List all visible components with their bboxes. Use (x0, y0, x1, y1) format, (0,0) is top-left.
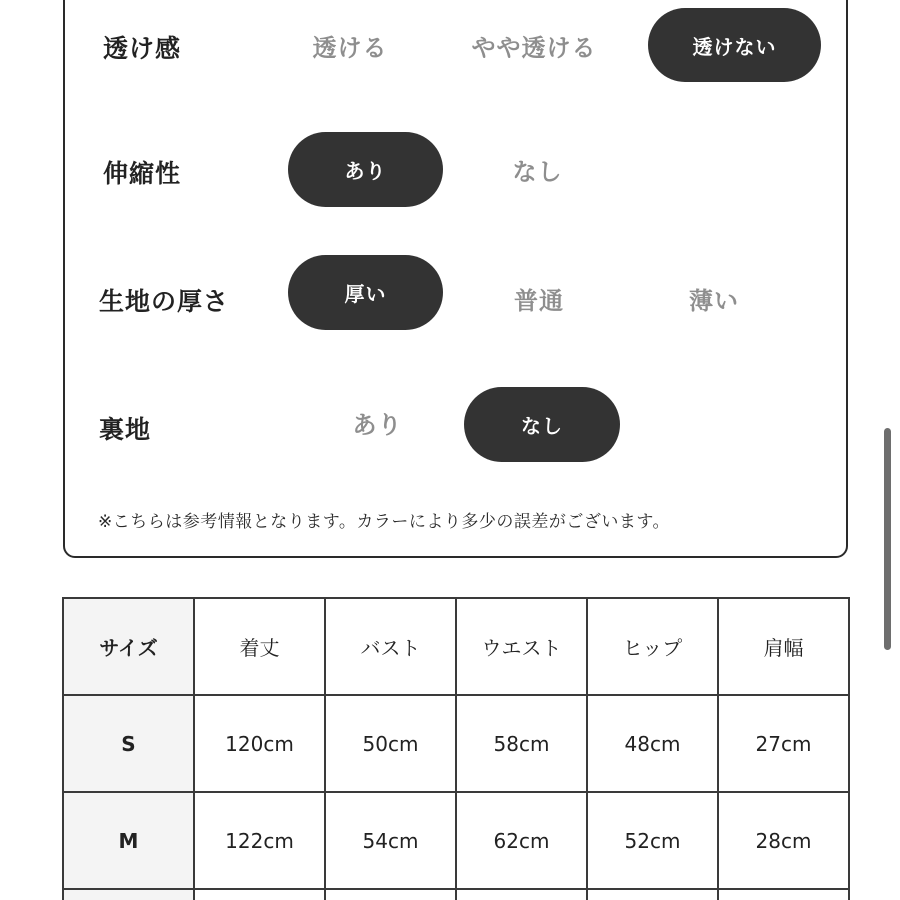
transparency-option-slightly: やや透ける (471, 33, 597, 62)
table-cell (194, 889, 325, 900)
reference-note: ※こちらは参考情報となります。カラーにより多少の誤差がございます。 (98, 512, 671, 532)
thickness-option-normal: 普通 (514, 286, 564, 315)
size-cell: S (63, 695, 194, 792)
table-cell: 120cm (194, 695, 325, 792)
table-cell: 62cm (456, 792, 587, 889)
table-cell: 48cm (587, 695, 718, 792)
table-cell (587, 889, 718, 900)
size-cell (63, 889, 194, 900)
header-hip: ヒップ (587, 598, 718, 695)
size-table-header-row (63, 598, 849, 695)
table-cell: 58cm (456, 695, 587, 792)
stretch-option-no: なし (512, 157, 563, 186)
vertical-scrollbar[interactable] (884, 428, 891, 650)
table-cell: 122cm (194, 792, 325, 889)
header-bust: バスト (325, 598, 456, 695)
size-chart-table (62, 597, 850, 900)
header-shoulder: 肩幅 (718, 598, 849, 695)
lining-option-yes: あり (352, 410, 403, 439)
thickness-option-thin: 薄い (689, 286, 739, 315)
table-cell (325, 889, 456, 900)
table-cell: 54cm (325, 792, 456, 889)
header-size: サイズ (63, 598, 194, 695)
transparency-option-not-see-through-selected: 透けない (648, 8, 821, 82)
lining-label: 裏地 (99, 415, 152, 444)
stretch-option-yes-selected: あり (288, 132, 443, 207)
size-cell: M (63, 792, 194, 889)
table-row (63, 695, 849, 792)
transparency-label: 透け感 (103, 34, 182, 63)
lining-option-no-selected: なし (464, 387, 620, 462)
table-cell: 27cm (718, 695, 849, 792)
table-cell (718, 889, 849, 900)
table-row (63, 792, 849, 889)
table-row (63, 889, 849, 900)
header-waist: ウエスト (456, 598, 587, 695)
table-cell (456, 889, 587, 900)
header-length: 着丈 (194, 598, 325, 695)
table-cell: 28cm (718, 792, 849, 889)
thickness-label: 生地の厚さ (99, 287, 230, 316)
table-cell: 50cm (325, 695, 456, 792)
thickness-option-thick-selected: 厚い (288, 255, 443, 330)
stretch-label: 伸縮性 (103, 159, 182, 188)
table-cell: 52cm (587, 792, 718, 889)
transparency-option-see-through: 透ける (312, 33, 388, 62)
